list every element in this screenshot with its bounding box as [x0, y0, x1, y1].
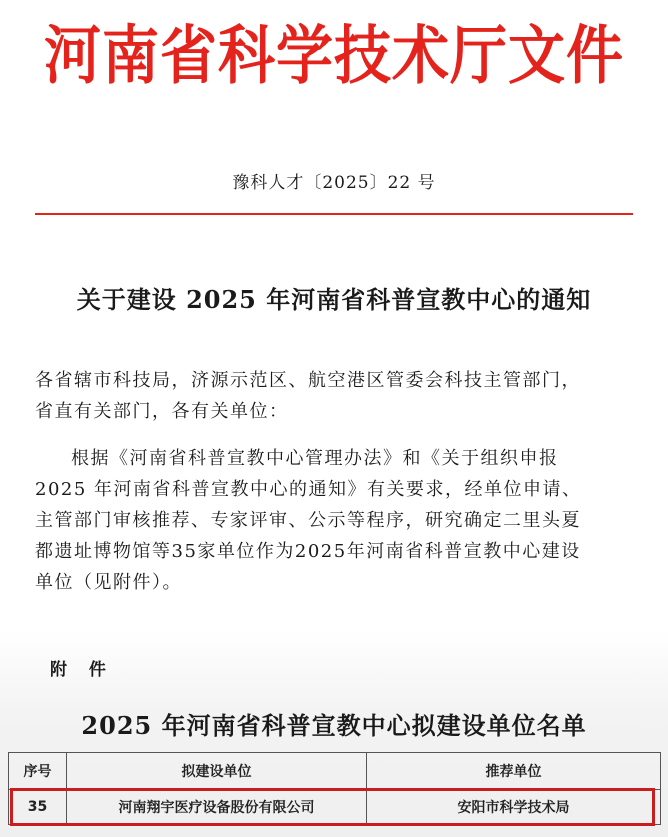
body-paragraph — [35, 443, 635, 598]
document-masthead: 河南省科学技术厅文件 — [44, 19, 624, 93]
addressee-line: 省直有关部门，各有关单位： — [35, 401, 289, 422]
document-number: 豫科人才〔2025〕22 号 — [232, 173, 436, 193]
addressee-line: 各省辖市科技局，济源示范区、航空港区管委会科技主管部门， — [35, 370, 581, 391]
body-line: 都遗址博物馆等35家单位作为2025年河南省科普宣教中心建设 — [35, 541, 581, 562]
table-header-row — [9, 753, 661, 790]
attachment-list-title: 2025 年河南省科普宣教中心拟建设单位名单 — [81, 711, 587, 740]
cell-index: 35 — [9, 790, 67, 825]
body-line: 2025 年河南省科普宣教中心的通知》有关要求，经单位申请、 — [35, 479, 582, 500]
row-highlight-box — [10, 788, 655, 826]
red-divider-line — [35, 213, 633, 215]
addressee-paragraph — [35, 365, 635, 427]
body-line: 单位（见附件）。 — [35, 572, 182, 593]
notice-title: 关于建设 2025 年河南省科普宣教中心的通知 — [76, 285, 592, 314]
column-header-recommender: 推荐单位 — [367, 753, 661, 790]
column-header-unit: 拟建设单位 — [67, 753, 367, 790]
body-line: 根据《河南省科普宣教中心管理办法》和《关于组织申报 — [71, 448, 559, 469]
column-header-index: 序号 — [9, 753, 67, 790]
cell-unit: 河南翔宇医疗设备股份有限公司 — [67, 790, 367, 825]
cell-recommender: 安阳市科学技术局 — [367, 790, 661, 825]
body-line: 主管部门审核推荐、专家评审、公示等程序，研究确定二里头夏 — [35, 510, 581, 531]
attachment-label: 附 件 — [50, 660, 114, 680]
